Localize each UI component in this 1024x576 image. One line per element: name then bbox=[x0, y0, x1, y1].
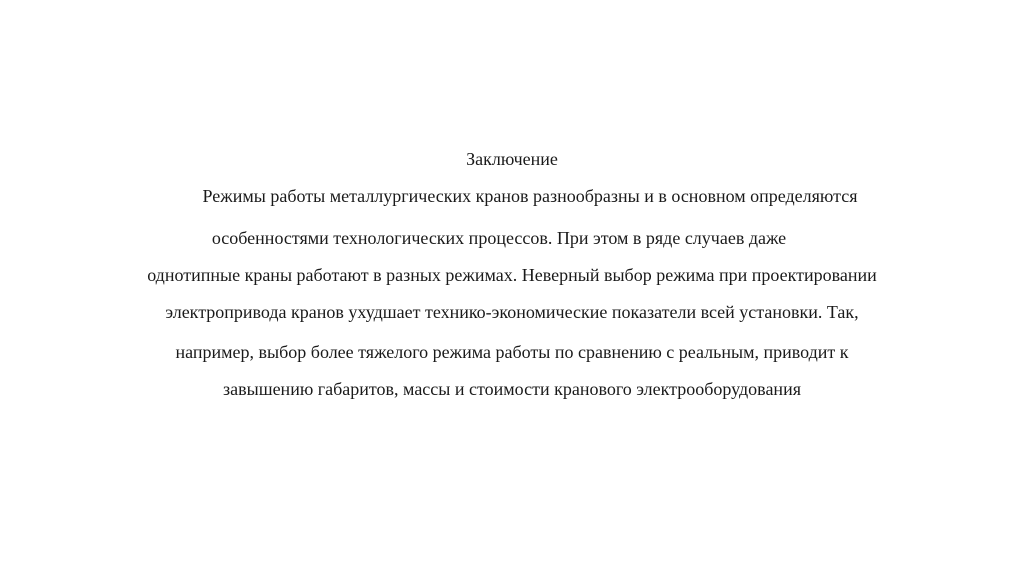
paragraph-line: Режимы работы металлургических кранов разнообразны и в основном определяются bbox=[202, 186, 858, 206]
paragraph-line: завышению габаритов, массы и стоимости кранового электрооборудования bbox=[223, 379, 801, 399]
paragraph-line: электропривода кранов ухудшает технико-экономические показатели всей установки. Так, bbox=[165, 302, 859, 322]
paragraph-line: особенностями технологических процессов. При этом в ряде случаев даже bbox=[211, 228, 787, 248]
slide-title: Заключение bbox=[466, 149, 558, 169]
paragraph-line: однотипные краны работают в разных режимах. Неверный выбор режима при проектировании bbox=[147, 265, 877, 285]
paragraph-line: например, выбор более тяжелого режима работы по сравнению с реальным, приводит к bbox=[175, 342, 849, 362]
